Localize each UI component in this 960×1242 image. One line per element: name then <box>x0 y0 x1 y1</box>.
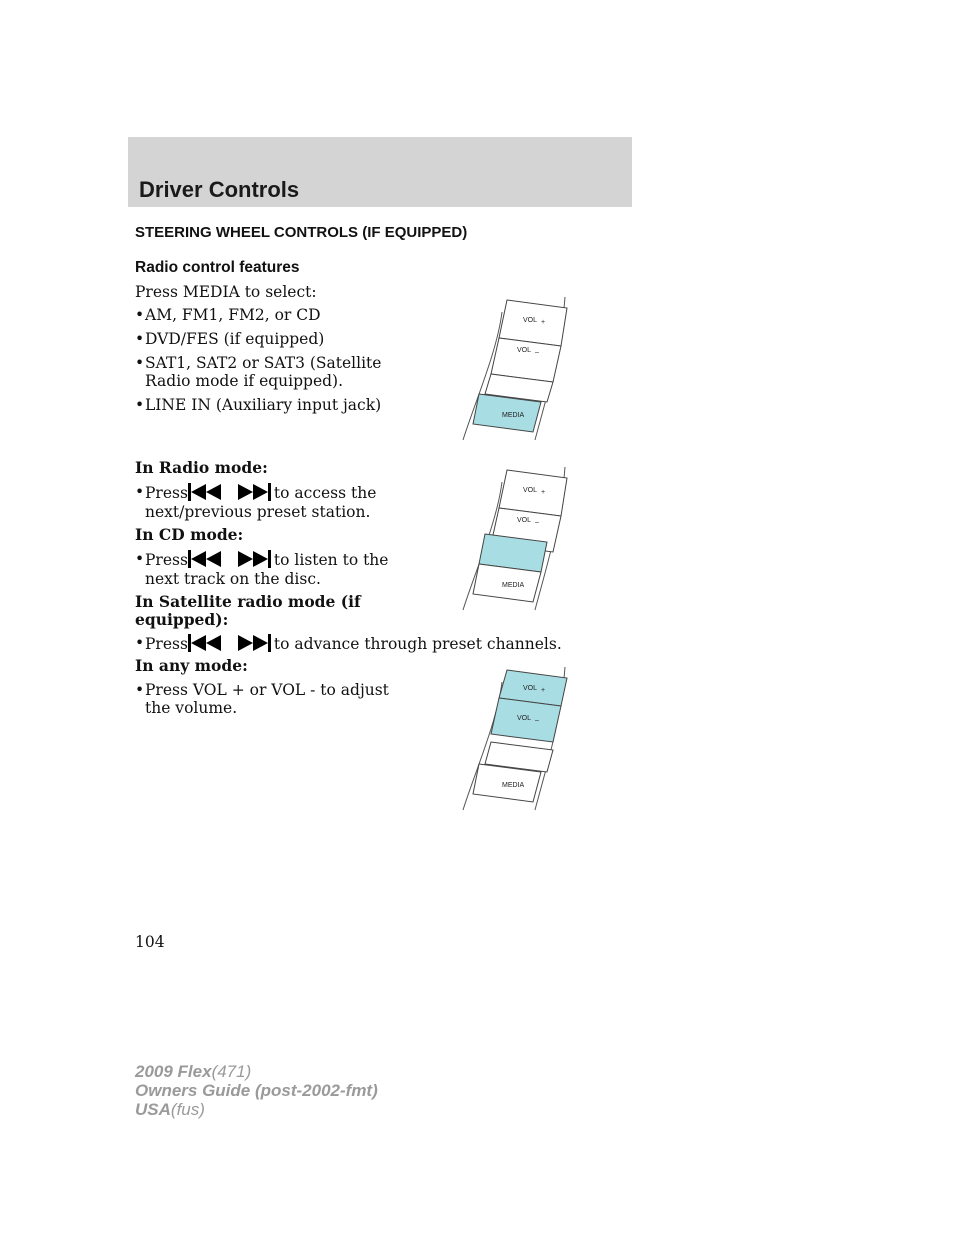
cd-mode-heading: In CD mode: <box>135 525 244 544</box>
svg-text:+: + <box>541 489 546 496</box>
sat-mode-heading: In Satellite radio mode (if <box>135 592 361 611</box>
list-item-continuation: next/previous preset station. <box>145 503 371 521</box>
footer-line-2: Owners Guide (post-2002-fmt) <box>135 1081 378 1100</box>
svg-text:VOL: VOL <box>517 715 532 722</box>
page-number: 104 <box>135 933 165 951</box>
svg-text:–: – <box>535 519 539 526</box>
list-item: • Press VOL + or VOL - to adjust <box>135 681 389 699</box>
svg-text:+: + <box>541 687 546 694</box>
vol-plus-label: VOL <box>523 317 538 324</box>
svg-text:–: – <box>535 717 539 724</box>
minus-sign: – <box>535 349 539 356</box>
control-panel-illustration-volume <box>455 662 575 832</box>
svg-text:MEDIA: MEDIA <box>502 782 525 789</box>
list-item: • DVD/FES (if equipped) <box>135 330 325 348</box>
control-panel-illustration-media <box>455 292 575 462</box>
vol-minus-label: VOL <box>517 347 532 354</box>
media-label: MEDIA <box>502 412 525 419</box>
control-panel-illustration-seek <box>455 462 575 632</box>
seek-buttons-icon <box>188 634 272 652</box>
list-item: • LINE IN (Auxiliary input jack) <box>135 396 382 414</box>
svg-text:VOL: VOL <box>517 517 532 524</box>
subsection-heading: Radio control features <box>135 259 300 276</box>
section-heading: STEERING WHEEL CONTROLS (IF EQUIPPED) <box>135 224 468 241</box>
list-item-continuation: the volume. <box>145 699 238 717</box>
footer-line-3: USA(fus) <box>135 1100 205 1119</box>
list-item-continuation: next track on the disc. <box>145 570 321 588</box>
seek-buttons-icon <box>188 550 272 568</box>
list-item: • Press to advance through preset channels. <box>135 634 562 653</box>
list-item: • AM, FM1, FM2, or CD <box>135 306 321 324</box>
list-item-continuation: Radio mode if equipped). <box>145 372 344 390</box>
list-item: • Press to access the <box>135 483 377 502</box>
plus-sign: + <box>541 319 546 326</box>
list-item: • Press to listen to the <box>135 550 389 569</box>
intro-text: Press MEDIA to select: <box>135 283 317 301</box>
list-item: • SAT1, SAT2 or SAT3 (Satellite <box>135 354 382 372</box>
svg-text:VOL: VOL <box>523 487 538 494</box>
footer-line-1: 2009 Flex(471) <box>135 1062 252 1081</box>
page-title: Driver Controls <box>139 177 300 202</box>
svg-text:MEDIA: MEDIA <box>502 582 525 589</box>
sat-mode-heading-cont: equipped): <box>135 610 229 629</box>
radio-mode-heading: In Radio mode: <box>135 458 268 477</box>
seek-buttons-icon <box>188 483 272 501</box>
svg-text:VOL: VOL <box>523 685 538 692</box>
any-mode-heading: In any mode: <box>135 656 248 675</box>
